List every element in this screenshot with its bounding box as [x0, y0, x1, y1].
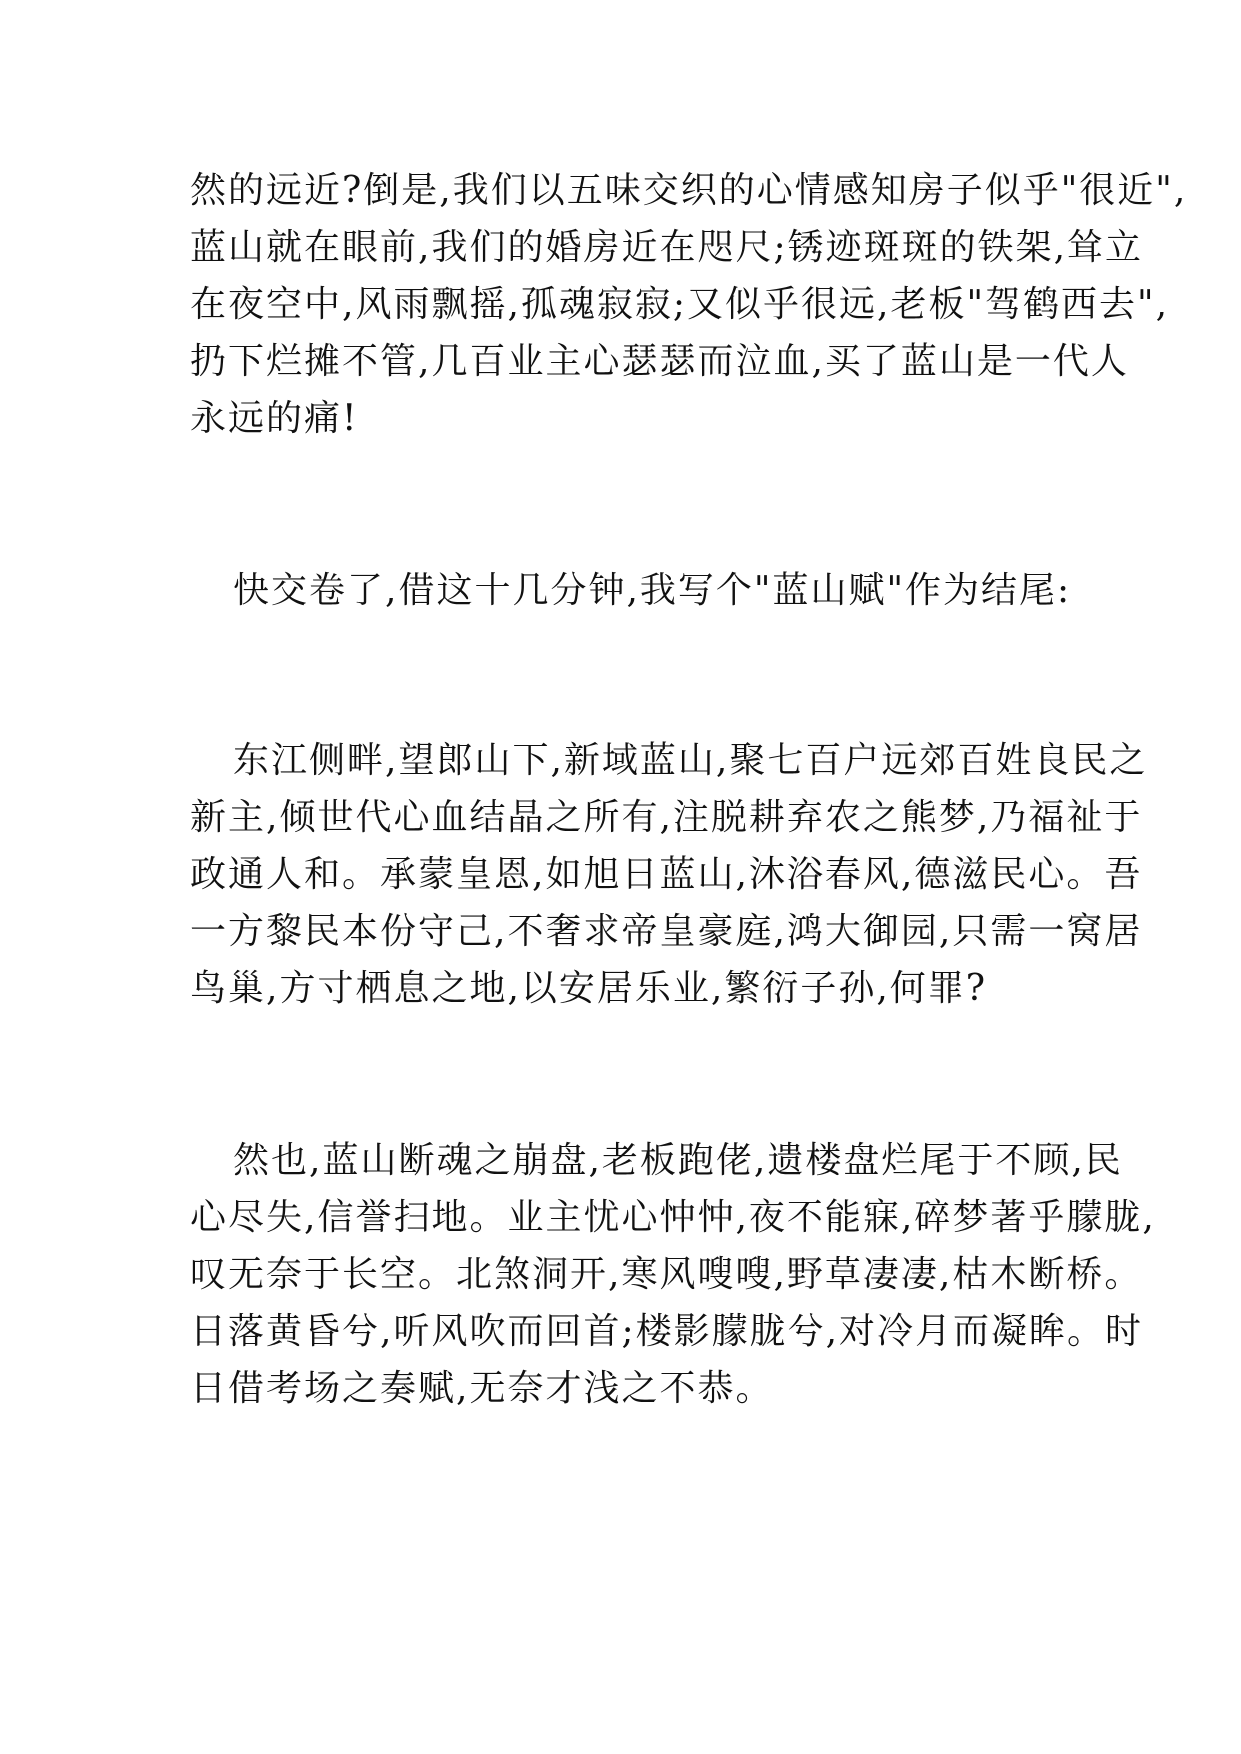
- text-line: 在夜空中,风雨飘摇,孤魂寂寂;又似乎很远,老板"驾鹤西去",: [190, 284, 1170, 325]
- text-line: 日落黄昏兮,听风吹而回首;楼影朦胧兮,对冷月而凝眸。时: [190, 1311, 1144, 1352]
- text-line: 新主,倾世代心血结晶之所有,注脱耕弃农之熊梦,乃福祉于: [190, 797, 1143, 838]
- text-line: 快交卷了,借这十几分钟,我写个"蓝山赋"作为结尾:: [233, 570, 1072, 611]
- text-line: 叹无奈于长空。北煞洞开,寒风嗖嗖,野草凄凄,枯木断桥。: [190, 1254, 1143, 1295]
- text-line: 然的远近?倒是,我们以五味交织的心情感知房子似乎"很近",: [190, 170, 1188, 211]
- text-line: 日借考场之奏赋,无奈才浅之不恭。: [190, 1368, 774, 1409]
- text-line: 扔下烂摊不管,几百业主心瑟瑟而泣血,买了蓝山是一代人: [190, 341, 1129, 382]
- text-line: 鸟巢,方寸栖息之地,以安居乐业,繁衍子孙,何罪?: [190, 968, 988, 1009]
- text-line: 然也,蓝山断魂之崩盘,老板跑佬,遗楼盘烂尾于不顾,民: [233, 1140, 1123, 1181]
- text-line: 一方黎民本份守己,不奢求帝皇豪庭,鸿大御园,只需一窝居: [190, 911, 1143, 952]
- text-line: 永远的痛!: [190, 398, 359, 439]
- text-line: 心尽失,信誉扫地。业主忧心忡忡,夜不能寐,碎梦著乎朦胧,: [190, 1197, 1156, 1238]
- text-line: 东江侧畔,望郎山下,新域蓝山,聚七百户远郊百姓良民之: [233, 740, 1148, 781]
- text-line: 蓝山就在眼前,我们的婚房近在咫尺;锈迹斑斑的铁架,耸立: [190, 227, 1144, 268]
- text-line: 政通人和。承蒙皇恩,如旭日蓝山,沐浴春风,德滋民心。吾: [190, 854, 1143, 895]
